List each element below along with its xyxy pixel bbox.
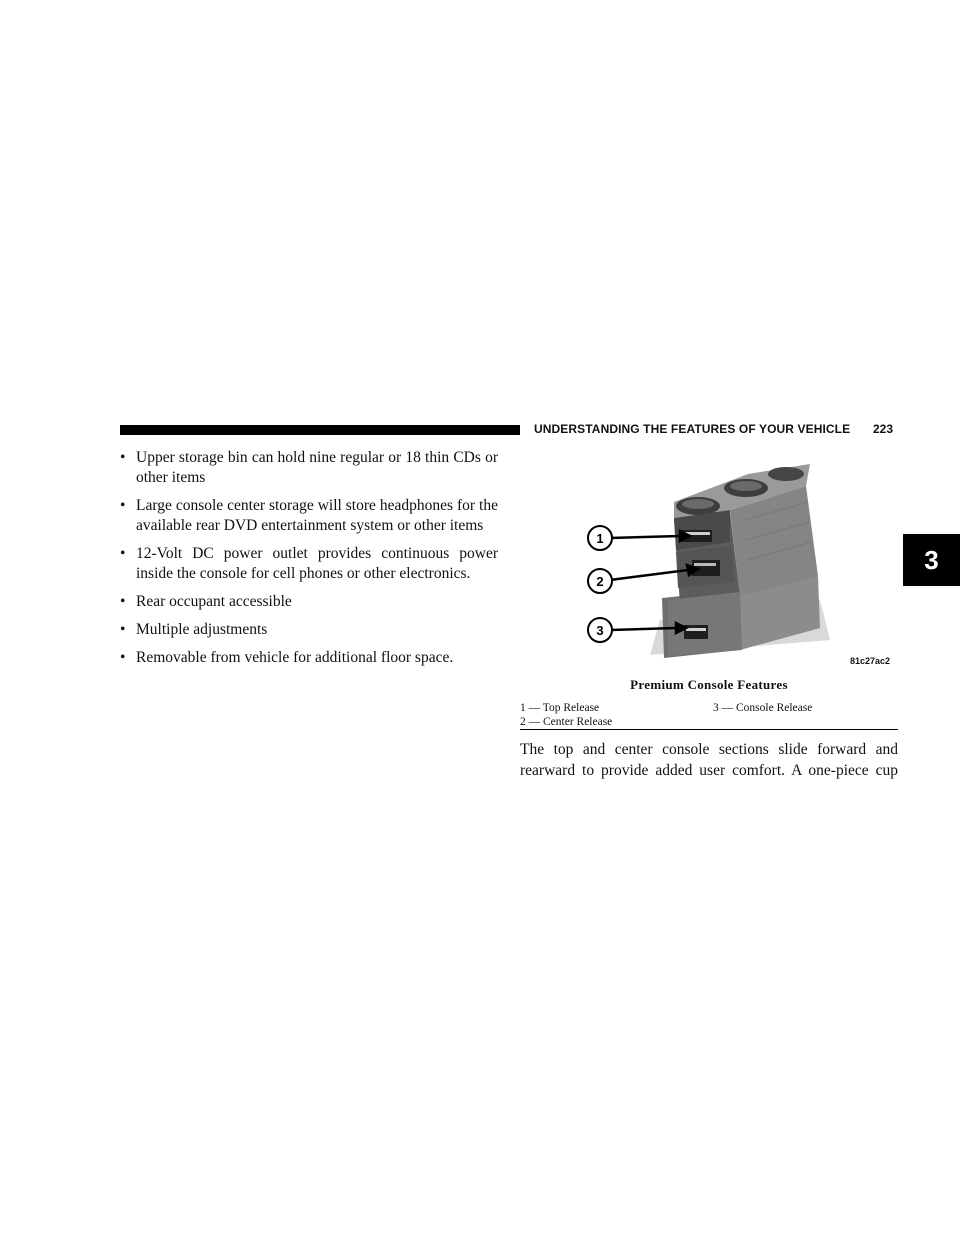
running-header-title: UNDERSTANDING THE FEATURES OF YOUR VEHICLE (534, 422, 851, 436)
callout-3 (588, 618, 612, 642)
callout-2 (588, 569, 612, 593)
legend-divider (520, 729, 898, 730)
bullet-text: Multiple adjustments (136, 621, 268, 638)
bullet-item (120, 496, 498, 536)
callout-1 (588, 526, 612, 550)
header-rule (120, 425, 520, 435)
bullet-item (120, 448, 498, 488)
chapter-tab (903, 534, 960, 586)
bullet-item (120, 544, 498, 584)
bullet-dot: • (120, 649, 126, 666)
bullet-text: Upper storage bin can hold nine regular or 18 thin CDs or other items (136, 449, 498, 486)
figure-caption: Premium Console Features (630, 677, 788, 692)
bullet-dot: • (120, 449, 126, 466)
bullet-text: Large console center storage will store headphones for the available rear DVD entertainment system or other items (136, 497, 498, 534)
bullet-text: Rear occupant accessible (136, 593, 292, 610)
bullet-dot: • (120, 497, 126, 514)
bullet-item (120, 592, 498, 612)
bullet-text: 12-Volt DC power outlet provides continuous power inside the console for cell phones or other electronics. (136, 545, 498, 582)
chapter-number: 3 (924, 544, 939, 575)
legend-item: 1 — Top Release (520, 702, 600, 714)
figure-code: 81c27ac2 (850, 656, 891, 666)
bullet-dot: • (120, 593, 126, 610)
console-illustration (580, 450, 902, 668)
feature-bullet-list (120, 448, 498, 676)
callout-3-label: 3 (596, 623, 604, 638)
legend-item: 3 — Console Release (713, 702, 813, 714)
bullet-dot: • (120, 621, 126, 638)
callout-1-label: 1 (596, 531, 604, 546)
bullet-item (120, 620, 498, 640)
bullet-text: Removable from vehicle for additional floor space. (136, 649, 454, 666)
callout-2-label: 2 (596, 574, 604, 589)
bullet-item (120, 648, 498, 668)
page-number: 223 (873, 422, 894, 436)
bullet-dot: • (120, 545, 126, 562)
legend-item: 2 — Center Release (520, 716, 613, 728)
body-paragraph: The top and center console sections slide forward and rearward to provide added user comfort. A one-piece cup (520, 741, 898, 779)
